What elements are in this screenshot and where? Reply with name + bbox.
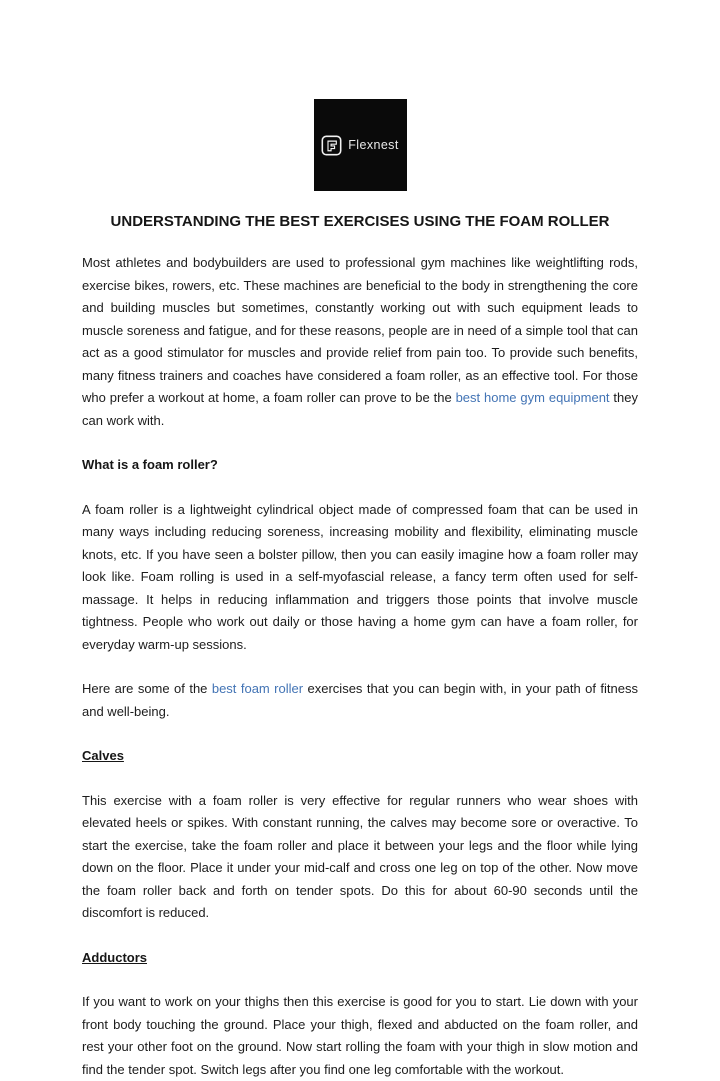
adductors-paragraph: If you want to work on your thighs then this exercise is good for you to start. Lie down with your front body touching the ground. Place your thigh, flexed and abducted on the foam roller, and rest your other foot on the ground. Now start rolling the foam with your thigh in slow motion and find the tender spot. Switch legs after you find one leg comfortable with the workout. [82, 994, 638, 1077]
what-is-foam-roller-heading: What is a foam roller? [82, 457, 218, 472]
adductors-heading: Adductors [82, 949, 147, 965]
flexnest-brand-name: Flexnest [348, 138, 399, 152]
document-page [0, 99, 720, 1077]
intro-text-after-link: they can work with. [82, 390, 638, 428]
best-foam-roller-link[interactable]: best foam roller [211, 681, 304, 696]
flexnest-f-icon [321, 135, 342, 156]
flexnest-logo [314, 99, 407, 191]
exercises-intro-paragraph [82, 678, 638, 723]
article-body [82, 252, 638, 1081]
exercises-intro-after-link: exercises that you can begin with, in your path of fitness and well-being. [82, 681, 639, 719]
calves-paragraph: This exercise with a foam roller is very effective for regular runners who wear shoes with elevated heels or spikes. With constant running, the calves may become sore or overactive. To start the exercise, take the foam roller and place it between your legs and the floor while lying down on the floor. Place it under your mid-calf and cross one leg on top of the other. Now move the foam roller back and forth on tender spots. Do this for about 60-90 seconds until the discomfort is reduced. [82, 792, 638, 920]
best-home-gym-equipment-link[interactable]: best home gym equipment [455, 390, 610, 405]
exercises-intro-before-link: Here are some of the [82, 681, 212, 696]
intro-paragraph [82, 252, 638, 432]
intro-text-before-link: Most athletes and bodybuilders are used to professional gym machines like weightlifting rods, exercise bikes, rowers, etc. These machines are beneficial to the body in strengthening the core and building muscles but sometimes, constantly working out with such equipment leads to muscle soreness and fatigue, and for these reasons, people are in need of a simple tool that can act as a good stimulator for muscles and provide relief from pain too. To provide such benefits, many fitness trainers and coaches have considered a foam roller, as an effective tool. For those who prefer a workout at home, a foam roller can prove to be the [82, 255, 638, 405]
what-is-foam-roller-paragraph: A foam roller is a lightweight cylindrical object made of compressed foam that can be used in many ways including reducing soreness, increasing mobility and flexibility, eliminating muscle knots, etc. If you have seen a bolster pillow, then you can easily imagine how a foam roller may look like. Foam rolling is used in a self-myofascial release, a fancy term often used for self-massage. It helps in reducing inflammation and triggers those points that involve muscle tightness. People who work out daily or those having a home gym can have a foam roller, for everyday warm-up sessions. [82, 501, 638, 652]
calves-heading: Calves [82, 748, 124, 763]
article-title: UNDERSTANDING THE BEST EXERCISES USING THE FOAM ROLLER [110, 213, 610, 230]
